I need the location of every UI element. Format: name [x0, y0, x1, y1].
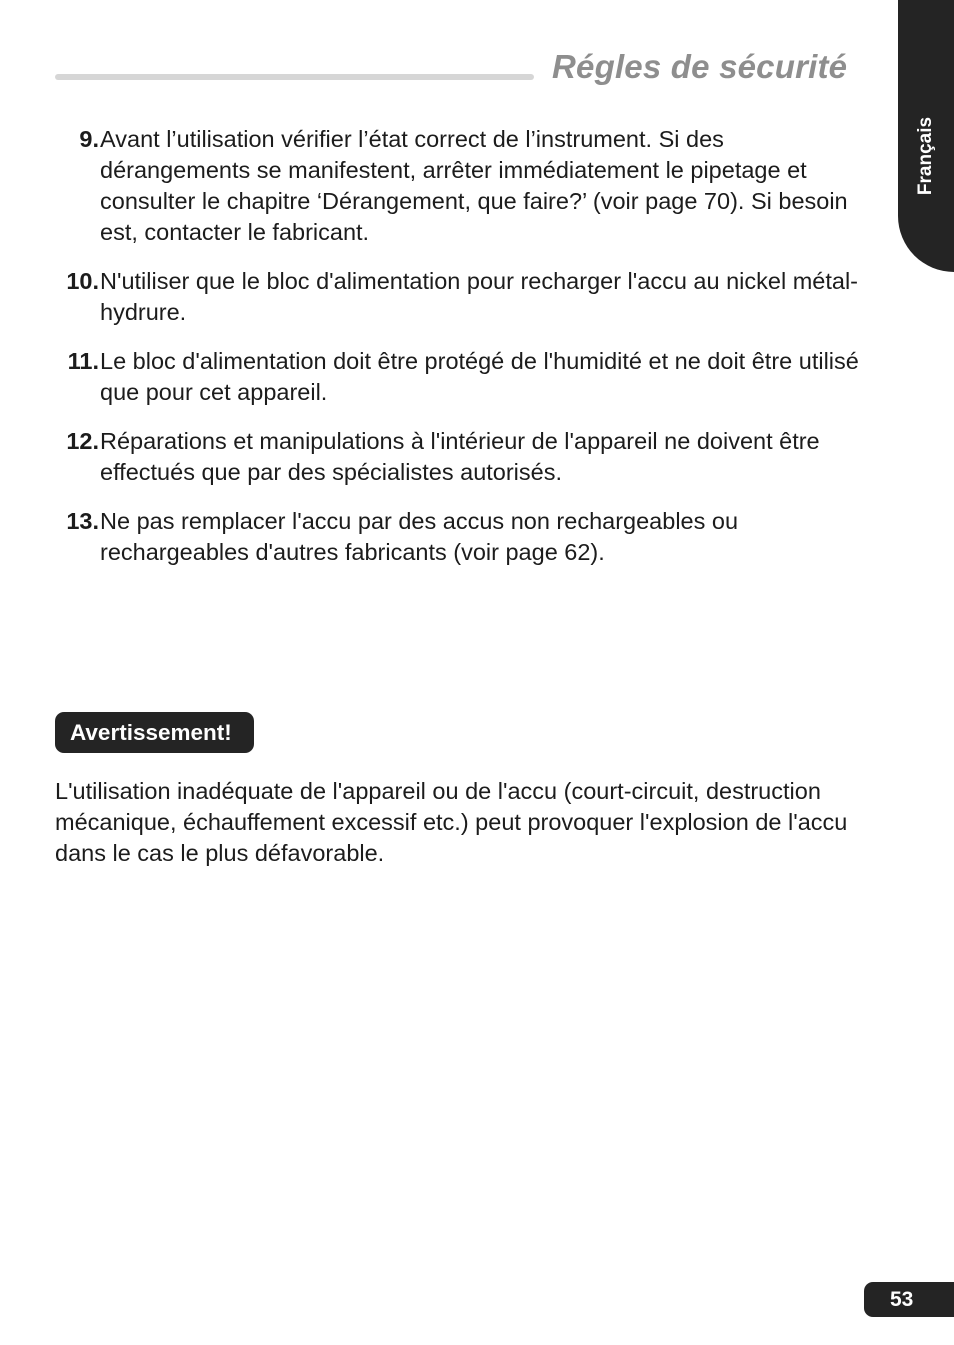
rule-text: N'utiliser que le bloc d'alimentation pour recharger l'accu au nickel métal-hydrure.	[100, 268, 859, 325]
language-label: Français	[915, 116, 936, 196]
rule-text: Avant l’utilisation vérifier l’état correct de l’instrument. Si des dérangements se manifestent, arrêter immédiatement le pipetage et consulter le chapitre ‘Dérangement, que faire?’ (voir page 70). Si besoin est, contacter le fabricant.	[100, 126, 848, 245]
list-item	[55, 506, 870, 568]
rule-text: Le bloc d'alimentation doit être protégé de l'humidité et ne doit être utilisé que pour cet appareil.	[100, 348, 859, 405]
warning-text: L'utilisation inadéquate de l'appareil ou de l'accu (court-circuit, destruction mécanique, échauffement excessif etc.) peut provoquer l'explosion de l'accu dans le cas le plus défavorable.	[55, 778, 848, 866]
safety-rules-list	[55, 124, 870, 586]
rule-text: Ne pas remplacer l'accu par des accus non rechargeables ou rechargeables d'autres fabricants (voir page 62).	[100, 508, 739, 565]
list-item	[55, 426, 870, 488]
rule-number: 10.	[66, 268, 99, 294]
page-number: 53	[864, 1282, 954, 1317]
rule-number: 9.	[79, 126, 99, 152]
rule-number: 12.	[66, 428, 99, 454]
page-title: Régles de sécurité	[552, 48, 848, 85]
list-item	[55, 124, 870, 248]
rule-number: 11.	[67, 348, 99, 374]
list-item	[55, 346, 870, 408]
list-item	[55, 266, 870, 328]
header-rule	[55, 74, 534, 80]
rule-number: 13.	[66, 508, 99, 534]
rule-text: Réparations et manipulations à l'intérieur de l'appareil ne doivent être effectués que par des spécialistes autorisés.	[100, 428, 820, 485]
warning-badge: Avertissement!	[55, 712, 254, 753]
